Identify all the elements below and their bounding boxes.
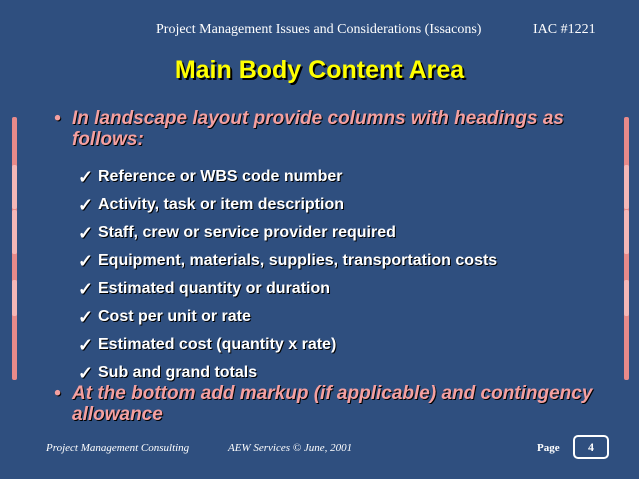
page-label: Page bbox=[537, 442, 560, 454]
checklist-item bbox=[78, 163, 497, 191]
right-bar-accent bbox=[624, 280, 629, 316]
slide-header bbox=[0, 22, 639, 42]
bullet-item bbox=[54, 108, 614, 150]
header-title: Project Management Issues and Considerations (Issacons) bbox=[156, 22, 482, 37]
checkmark-icon: ✓ bbox=[78, 306, 94, 327]
checkmark-icon: ✓ bbox=[78, 278, 94, 299]
checklist-item bbox=[78, 303, 497, 331]
header-code: IAC #1221 bbox=[533, 22, 596, 37]
bullet-text: At the bottom add markup (if applicable) and contingency allowance bbox=[72, 383, 593, 425]
checkmark-icon: ✓ bbox=[78, 250, 94, 271]
checklist-item-text: Equipment, materials, supplies, transportation costs bbox=[98, 252, 498, 269]
column-heading-checklist bbox=[78, 163, 497, 387]
bullet-marker: • bbox=[54, 383, 61, 404]
checklist-item-text: Activity, task or item description bbox=[98, 196, 344, 213]
checklist-item-text: Estimated cost (quantity x rate) bbox=[98, 336, 337, 353]
checklist-item bbox=[78, 275, 497, 303]
checkmark-icon: ✓ bbox=[78, 166, 94, 187]
checklist-item bbox=[78, 247, 497, 275]
page-number-box bbox=[573, 435, 609, 459]
footer-copyright: AEW Services © June, 2001 bbox=[228, 442, 353, 454]
checklist-item bbox=[78, 219, 497, 247]
footer-company: Project Management Consulting bbox=[46, 442, 190, 454]
checkmark-icon: ✓ bbox=[78, 222, 94, 243]
right-bar-accent bbox=[624, 210, 629, 254]
slide-title: Main Body Content Area bbox=[174, 56, 465, 84]
left-bar-accent bbox=[12, 165, 17, 209]
bullet-item bbox=[54, 383, 614, 425]
checklist-item-text: Estimated quantity or duration bbox=[98, 280, 331, 297]
page-number: 4 bbox=[588, 439, 594, 454]
bullet-text: In landscape layout provide columns with headings as follows: bbox=[72, 108, 564, 150]
slide-footer bbox=[0, 439, 639, 462]
checklist-item-text: Staff, crew or service provider required bbox=[98, 224, 396, 241]
checkmark-icon: ✓ bbox=[78, 362, 94, 383]
checkmark-icon: ✓ bbox=[78, 334, 94, 355]
checklist-item bbox=[78, 191, 497, 219]
right-bar-accent bbox=[624, 165, 629, 209]
left-bar-accent bbox=[12, 210, 17, 254]
checklist-item-text: Reference or WBS code number bbox=[98, 168, 343, 185]
bullet-marker: • bbox=[54, 108, 61, 129]
checkmark-icon: ✓ bbox=[78, 194, 94, 215]
left-bar-accent bbox=[12, 280, 17, 316]
checklist-item-text: Sub and grand totals bbox=[98, 364, 258, 381]
checklist-item-text: Cost per unit or rate bbox=[98, 308, 251, 325]
checklist-item bbox=[78, 331, 497, 359]
